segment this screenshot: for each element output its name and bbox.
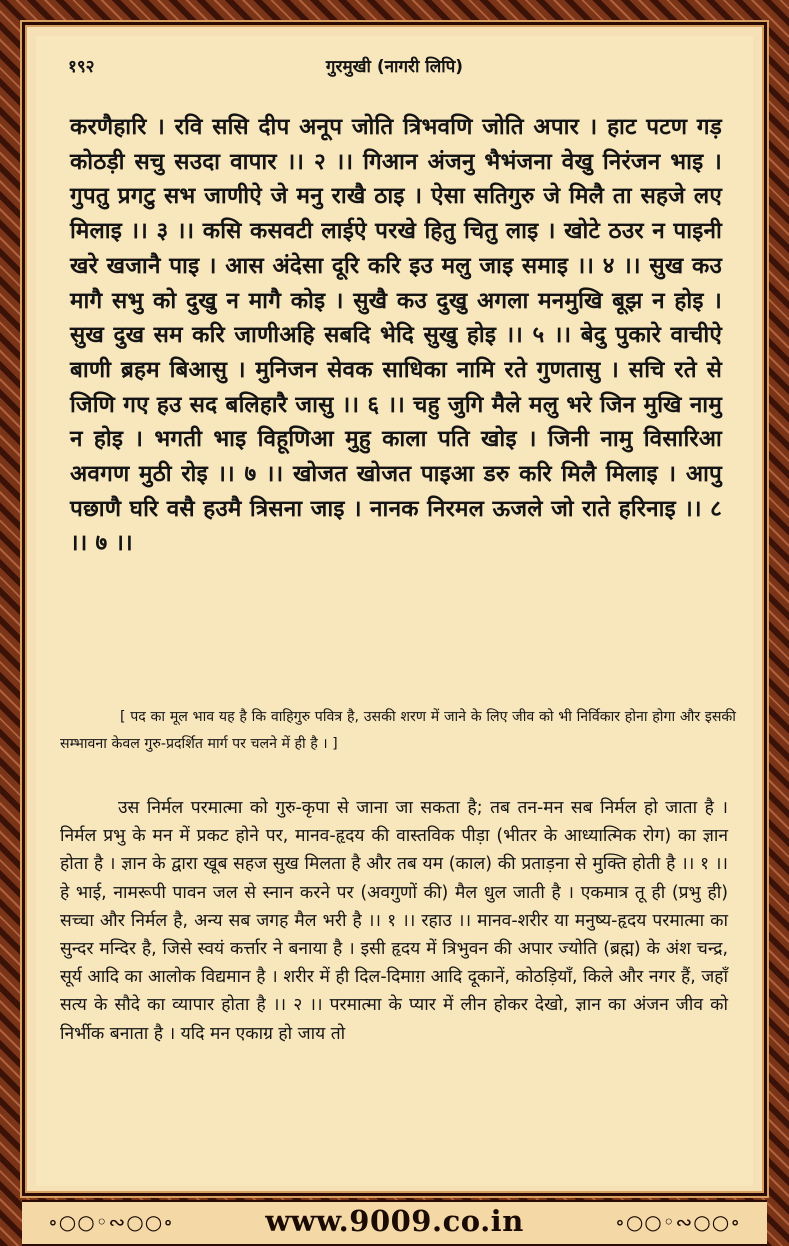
footer-ornament-right: ∘○○◦∾○○∘ — [615, 1210, 741, 1234]
website-url[interactable]: www.9009.co.in — [265, 1204, 524, 1238]
footer-ornament-left: ∘○○◦∾○○∘ — [48, 1210, 174, 1234]
verse-text: करणैहारि । रवि ससि दीप अनूप जोति त्रिभवणि जोति अपार । हाट पटण गड़ कोठड़ी सचु सउदा वापार ।। २ ।। गिआन अंजनु भैभंजना वेखु निरंजन भाइ । गुपतु प्रगटु सभ जाणीऐ जे मनु राखै ठाइ । ऐसा सतिगुरु जे मिलै ता सहजे लए मिलाइ ।। ३ ।। कसि कसवटी लाईऐ परखे हितु चितु लाइ । खोटे ठउर न पाइनी खरे खजानै पाइ । आस अंदेसा दूरि करि इउ मलु जाइ समाइ ।। ४ ।। सुख कउ मागै सभु को दुखु न मागै कोइ । सुखै कउ दुखु अगला मनमुखि बूझ न होइ । सुख दुख सम करि जाणीअहि सबदि भेदि सुखु होइ ।। ५ ।। बेदु पुकारे वाचीऐ बाणी ब्रहम बिआसु । मुनिजन सेवक साधिका नामि रते गुणतासु । सचि रते से जिणि गए हउ सद बलिहारै जासु ।। ६ ।। चहु जुगि मैले मलु भरे जिन मुखि नामु न होइ । भगती भाइ विहूणिआ मुहु काला पति खोइ । जिनी नामु विसारिआ अवगण मुठी रोइ ।। ७ ।। खोजत खोजत पाइआ डरु करि मिलै मिलाइ । आपु पछाणै घरि वसै हउमै त्रिसना जाइ । नानक निरमल ऊजले जो राते हरिनाइ ।। ८ ।। ७ ।। — [70, 114, 722, 557]
page-title: गुरमुखी (नागरी लिपि) — [325, 57, 464, 77]
page-header — [68, 54, 721, 80]
page-number: १९२ — [68, 57, 95, 77]
book-page — [36, 36, 753, 1186]
summary-note: [ पद का मूल भाव यह है कि वाहिगुरु पवित्र है, उसकी शरण में जाने के लिए जीव को भी निर्विकार होना होगा और इसकी सम्भावना केवल गुरु-प्रदर्शित मार्ग पर चलने में ही है । ] — [60, 709, 736, 752]
meaning-text: उस निर्मल परमात्मा को गुरु-कृपा से जाना जा सकता है; तब तन-मन सब निर्मल हो जाता है । निर्मल प्रभु के मन में प्रकट होने पर, मानव-हृदय की वास्तविक पीड़ा (भीतर के आध्यात्मिक रोग) का ज्ञान होता है । ज्ञान के द्वारा खूब सहज सुख मिलता है और तब यम (काल) की प्रताड़ना से मुक्ति होती है ।। १ ।। हे भाई, नामरूपी पावन जल से स्नान करने पर (अवगुणों की) मैल धुल जाती है । एकमात्र तू ही (प्रभु ही) सच्चा और निर्मल है, अन्य सब जगह मैल भरी है ।। १ ।। रहाउ ।। मानव-शरीर या मनुष्य-हृदय परमात्मा का सुन्दर मन्दिर है, जिसे स्वयं कर्त्तार ने बनाया है । इसी हृदय में त्रिभुवन की अपार ज्योति (ब्रह्म) के अंश चन्द्र, सूर्य आदि का आलोक विद्यमान है । शरीर में ही दिल-दिमाग़ आदि दूकानें, कोठड़ियाँ, किले और नगर हैं, जहाँ सत्य के सौदे का व्यापार होता है ।। २ ।। परमात्मा के प्यार में लीन होकर देखो, ज्ञान का अंजन जीव को निर्भीक बनाता है । यदि मन एकाग्र हो जाय तो — [60, 798, 728, 1044]
